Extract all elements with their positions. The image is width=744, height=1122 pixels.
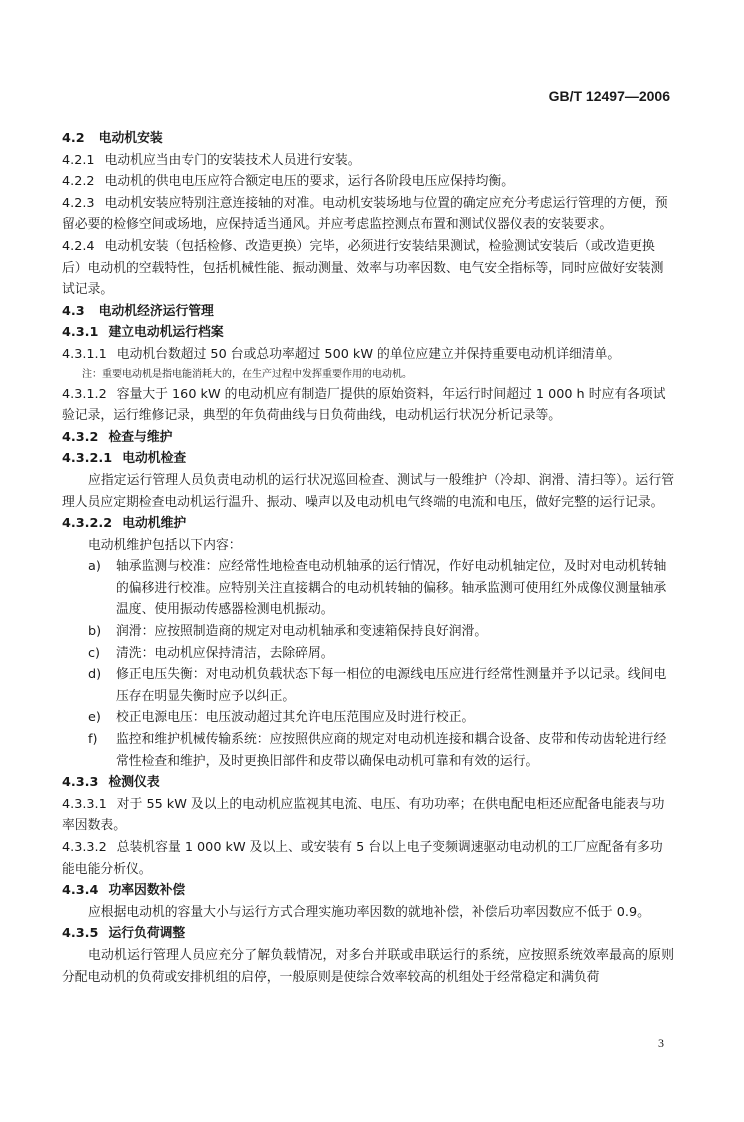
document-body bbox=[62, 128, 674, 988]
section-heading: 4.2 电动机安装 bbox=[62, 131, 163, 146]
list-item: e) 校正电源电压：电压波动超过其允许电压范围应及时进行校正。 bbox=[88, 710, 475, 726]
paragraph: 电动机维护包括以下内容： bbox=[88, 537, 242, 553]
subsection-heading: 4.3.2.1 电动机检查 bbox=[62, 451, 187, 467]
section-heading: 4.3 电动机经济运行管理 bbox=[62, 303, 214, 319]
subsection-heading: 4.3.3 检测仪表 bbox=[62, 775, 160, 791]
paragraph: 电动机运行管理人员应充分了解负载情况，对多台并联或串联运行的系统，应按照系统效率最高的原则分配电动机的负荷或安排机组的启停，一般原则是使综合效率较高的机组处于经常稳定和满负荷 bbox=[62, 947, 674, 985]
subsection-heading: 4.3.4 功率因数补偿 bbox=[62, 883, 186, 899]
note: 注：重要电动机是指电能消耗大的，在生产过程中发挥重要作用的电动机。 bbox=[82, 368, 412, 380]
page-number: 3 bbox=[658, 1036, 664, 1050]
list-item: b) 润滑：应按照制造商的规定对电动机轴承和变速箱保持良好润滑。 bbox=[88, 624, 488, 640]
list-item: d) 修正电压失衡：对电动机负载状态下每一相位的电源线电压应进行经常性测量并予以记录。线间电压存在明显失衡时应予以纠正。 bbox=[88, 667, 667, 704]
list-item: f) 监控和维护机械传输系统：应按照供应商的规定对电动机连接和耦合设备、皮带和传动齿轮进行经常性检查和维护，及时更换旧部件和皮带以确保电动机可靠和有效的运行。 bbox=[88, 732, 667, 769]
clause: 4.2.4 电动机安装（包括检修、改造更换）完毕，必须进行安装结果测试，检验测试安装后（或改造更换后）电动机的空载特性，包括机械性能、振动测量、效率与功率因数、电气安全指标等，同时应做好安装测试记录。 bbox=[62, 238, 664, 298]
clause: 4.3.1.1 电动机台数超过 50 台或总功率超过 500 kW 的单位应建立并保持重要电动机详细清单。 bbox=[62, 346, 621, 362]
subsection-heading: 4.3.1 建立电动机运行档案 bbox=[62, 325, 224, 341]
list-item: c) 清洗：电动机应保持清洁，去除碎屑。 bbox=[88, 645, 334, 661]
paragraph: 应根据电动机的容量大小与运行方式合理实施功率因数的就地补偿，补偿后功率因数应不低于 0.9。 bbox=[88, 904, 650, 920]
subsection-heading: 4.3.5 运行负荷调整 bbox=[62, 926, 186, 942]
clause: 4.3.1.2 容量大于 160 kW 的电动机应有制造厂提供的原始资料，年运行时间超过 1 000 h 时应有各项试验记录，运行维修记录，典型的年负荷曲线与日负荷曲线，电动机运行状况分析记录等。 bbox=[62, 386, 666, 424]
clause: 4.2.3 电动机安装应特别注意连接轴的对准。电动机安装场地与位置的确定应充分考虑运行管理的方便，预留必要的检修空间或场地，应保持适当通风。并应考虑监控测点布置和测试仪器仪表的安装要求。 bbox=[62, 195, 668, 233]
standard-number: GB/T 12497—2006 bbox=[548, 88, 670, 104]
clause: 4.3.3.1 对于 55 kW 及以上的电动机应监视其电流、电压、有功功率；在供电配电柜还应配备电能表与功率因数表。 bbox=[62, 796, 665, 834]
clause: 4.3.3.2 总装机容量 1 000 kW 及以上、或安装有 5 台以上电子变频调速驱动电动机的工厂应配备有多功能电能分析仪。 bbox=[62, 840, 663, 877]
clause: 4.2.2 电动机的供电电压应符合额定电压的要求，运行各阶段电压应保持均衡。 bbox=[62, 174, 515, 190]
subsection-heading: 4.3.2 检查与维护 bbox=[62, 429, 173, 445]
paragraph: 应指定运行管理人员负责电动机的运行状况巡回检查、测试与一般维护（冷却、润滑、清扫等）。运行管理人员应定期检查电动机运行温升、振动、噪声以及电动机电气终端的电流和电压，做好完整的运行记录。 bbox=[62, 472, 674, 510]
clause: 4.2.1 电动机应当由专门的安装技术人员进行安装。 bbox=[62, 152, 361, 168]
list-item: a) 轴承监测与校准：应经常性地检查电动机轴承的运行情况，作好电动机轴定位，及时对电动机转轴的偏移进行校准。应特别关注直接耦合的电动机转轴的偏移。轴承监测可使用红外成像仪测量轴承温度、使用振动传感器检测电机振动。 bbox=[88, 559, 667, 618]
maintenance-list bbox=[62, 556, 674, 772]
subsection-heading: 4.3.2.2 电动机维护 bbox=[62, 516, 187, 532]
